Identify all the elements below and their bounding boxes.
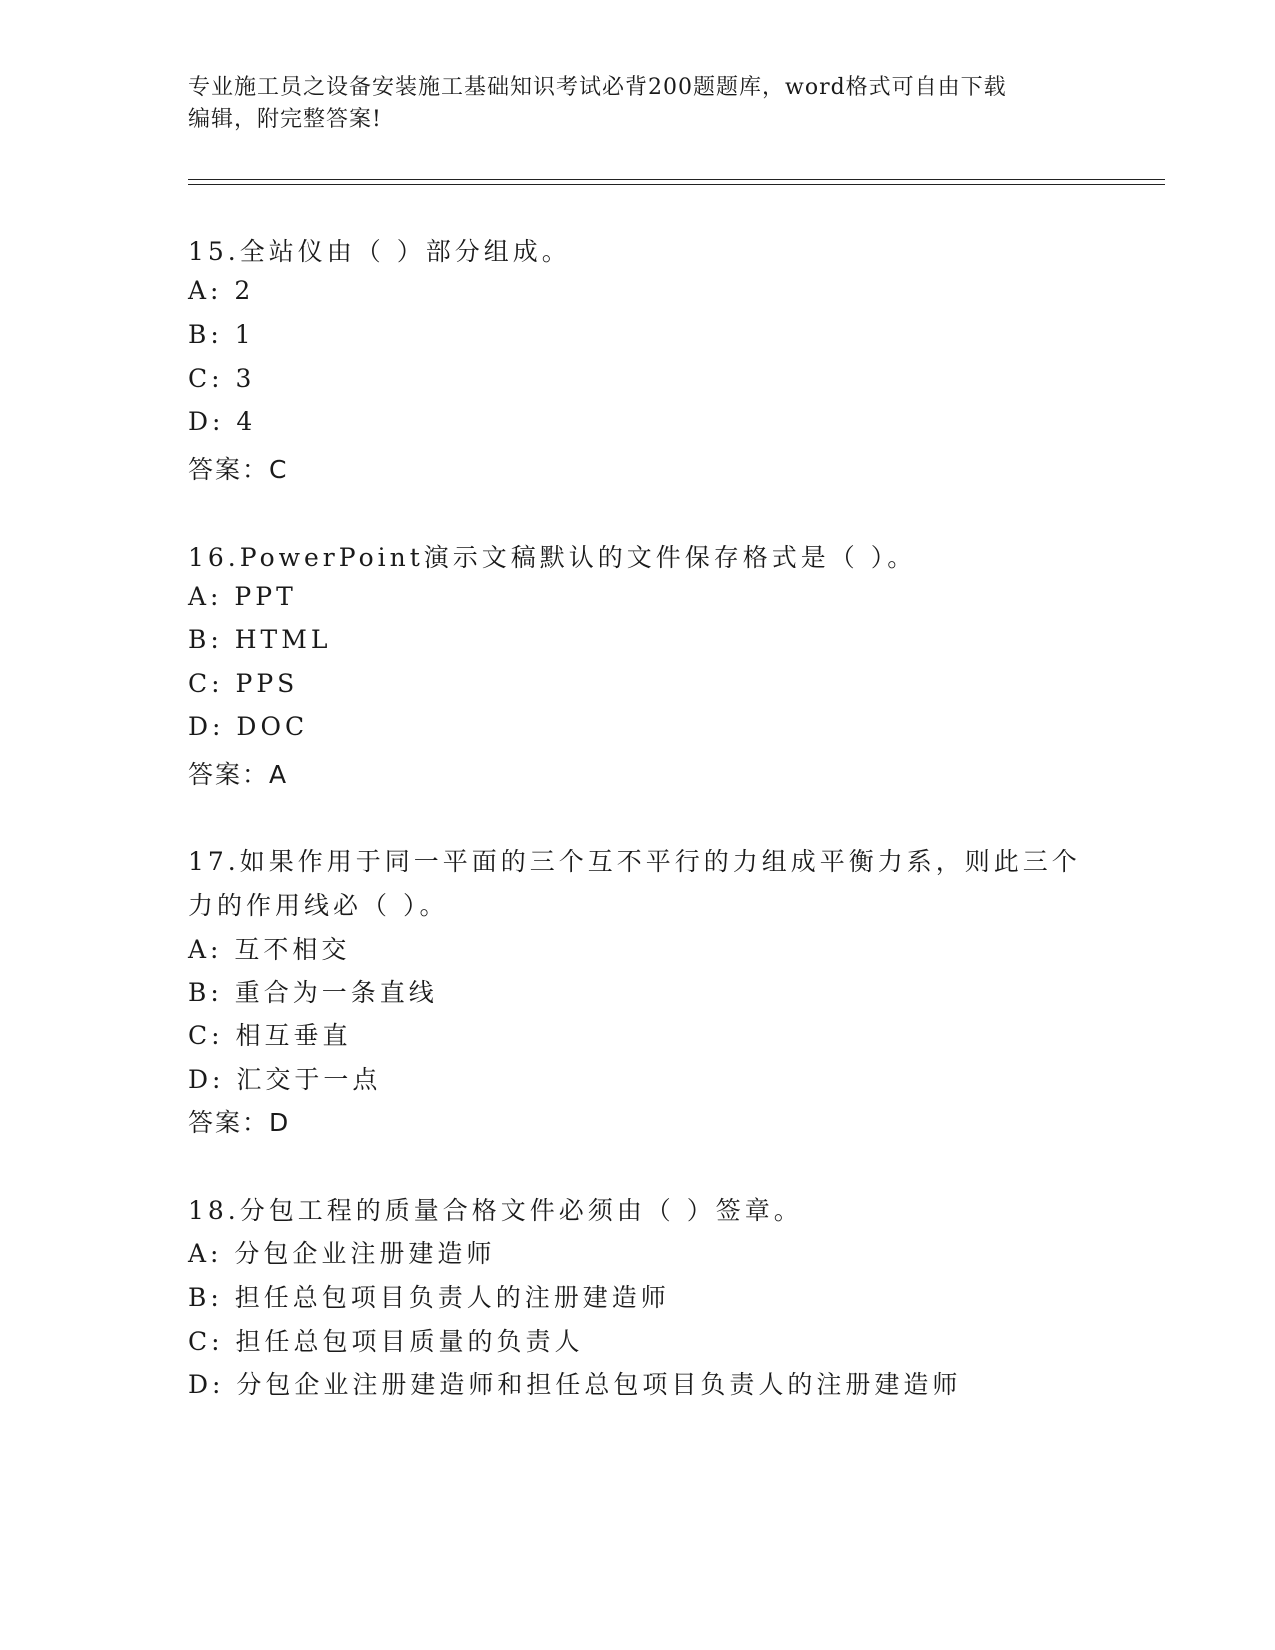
question-16-option-c: C: PPS bbox=[188, 669, 299, 698]
question-18-option-d: D: 分包企业注册建造师和担任总包项目负责人的注册建造师 bbox=[188, 1370, 962, 1399]
question-17-answer: 答案：D bbox=[188, 1108, 291, 1137]
question-16-option-a: A: PPT bbox=[188, 582, 297, 611]
question-15-stem: 15.全站仪由（ ）部分组成。 bbox=[188, 237, 571, 266]
question-15-option-b: B: 1 bbox=[188, 320, 255, 349]
header-rule-top bbox=[188, 179, 1165, 180]
document-header bbox=[188, 72, 1088, 136]
header-title-line-1: 专业施工员之设备安装施工基础知识考试必背200题题库，word格式可自由下载 bbox=[188, 75, 1007, 100]
question-17-option-c: C: 相互垂直 bbox=[188, 1021, 352, 1050]
question-17-option-a: A: 互不相交 bbox=[188, 935, 351, 964]
question-16-option-b: B: HTML bbox=[188, 625, 332, 654]
question-16-option-d: D: DOC bbox=[188, 712, 309, 741]
question-17-stem-line-2: 力的作用线必（ ）。 bbox=[188, 891, 449, 920]
header-rule-bottom bbox=[188, 184, 1165, 185]
question-18-option-c: C: 担任总包项目质量的负责人 bbox=[188, 1327, 584, 1356]
question-17-option-b: B: 重合为一条直线 bbox=[188, 978, 438, 1007]
question-18-option-b: B: 担任总包项目负责人的注册建造师 bbox=[188, 1283, 670, 1312]
question-15-option-d: D: 4 bbox=[188, 407, 257, 436]
question-16-stem: 16.PowerPoint演示文稿默认的文件保存格式是（ ）。 bbox=[188, 543, 917, 572]
question-18-stem: 18.分包工程的质量合格文件必须由（ ）签章。 bbox=[188, 1196, 803, 1225]
question-16-answer: 答案：A bbox=[188, 760, 289, 789]
question-18-option-a: A: 分包企业注册建造师 bbox=[188, 1239, 496, 1268]
question-15-option-a: A: 2 bbox=[188, 276, 255, 305]
question-17-option-d: D: 汇交于一点 bbox=[188, 1065, 382, 1094]
question-15-option-c: C: 3 bbox=[188, 364, 256, 393]
question-17-stem-line-1: 17.如果作用于同一平面的三个互不平行的力组成平衡力系，则此三个 bbox=[188, 847, 1081, 876]
question-15-answer: 答案：C bbox=[188, 455, 289, 484]
header-title-line-2: 编辑，附完整答案! bbox=[188, 107, 382, 132]
